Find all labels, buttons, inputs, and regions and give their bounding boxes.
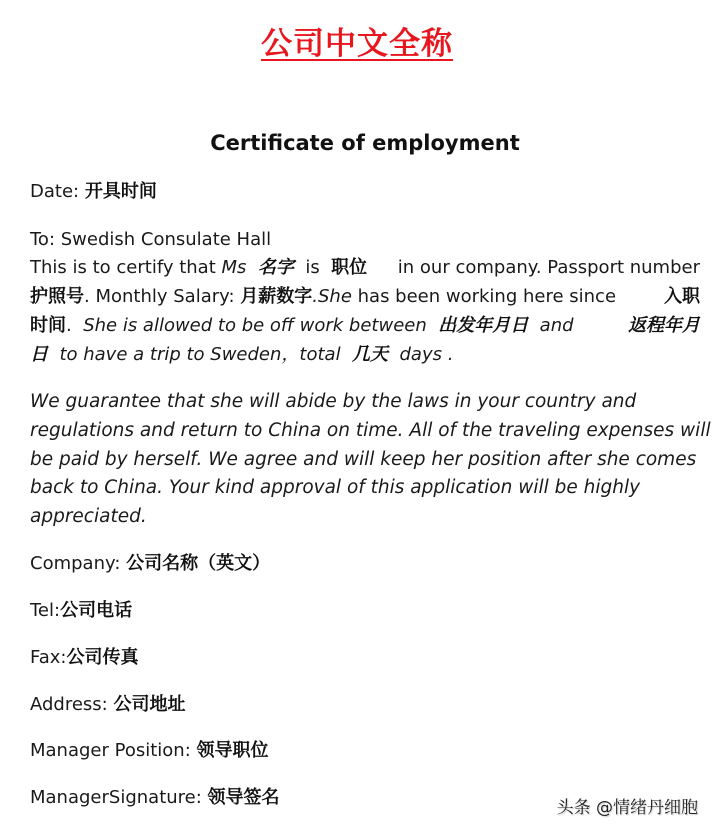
departure-date-placeholder: 出发年月日 [438, 315, 529, 336]
trip-days-placeholder: 几天 [352, 344, 389, 365]
document-heading: Certificate of employment [210, 131, 520, 155]
certify-row-4 [30, 340, 700, 369]
guarantee-paragraph [30, 388, 710, 532]
company-field [30, 549, 270, 578]
manager-position-value: 领导职位 [196, 740, 269, 761]
address-field [30, 690, 185, 719]
join-date-placeholder: 入职 [664, 286, 700, 307]
certify-text: to have a trip to Sweden，total [59, 344, 341, 365]
certify-text: is [305, 257, 320, 278]
certify-row-3 [30, 311, 700, 340]
passport-number-placeholder: 护照号 [30, 286, 84, 307]
certify-row-1 [30, 253, 700, 282]
monthly-salary-placeholder: 月薪数字 [240, 286, 313, 307]
certify-paragraph [30, 253, 700, 369]
fax-value: 公司传真 [66, 647, 139, 668]
company-name-cn: 公司中文全称 [261, 26, 453, 62]
address-label: Address: [30, 694, 108, 715]
watermark: 头条 @情绪丹细胞 [556, 798, 698, 818]
date-value: 开具时间 [84, 181, 157, 202]
certify-text: and [539, 315, 574, 336]
company-value: 公司名称（英文） [126, 553, 271, 574]
certify-row-3-left [30, 311, 574, 340]
company-label: Company: [30, 553, 121, 574]
manager-position-field [30, 736, 269, 765]
certify-text: . Monthly Salary: [84, 286, 235, 307]
certify-row-2 [30, 282, 700, 311]
date-label: Date: [30, 181, 80, 202]
guarantee-line: We guarantee that she will abide by the laws in your country and [30, 391, 637, 412]
tel-field [30, 596, 132, 625]
manager-signature-label: ManagerSignature: [30, 787, 202, 808]
certify-row-1-left [30, 253, 367, 282]
manager-signature-field [30, 783, 280, 812]
certify-text: She is allowed to be off work between [83, 315, 427, 336]
company-name-title [0, 22, 714, 66]
guarantee-line: regulations and return to China on time. All of the traveling expenses will [30, 419, 711, 441]
certify-row-2-left [30, 282, 616, 311]
fax-label: Fax: [30, 647, 67, 668]
join-date-placeholder: 时间 [30, 315, 66, 336]
return-date-placeholder: 返程年月 [628, 315, 700, 336]
recipient-line: To: Swedish Consulate Hall [30, 229, 272, 250]
employee-position-placeholder: 职位 [331, 257, 368, 278]
certify-text: in our company. Passport number [397, 257, 700, 278]
salutation: Ms [221, 257, 247, 278]
certify-text: . [66, 315, 72, 336]
guarantee-line: back to China. Your kind approval of this application will be highly [30, 477, 641, 499]
guarantee-line: be paid by herself. We agree and will keep her position after she comes [30, 448, 697, 470]
manager-position-label: Manager Position: [30, 740, 191, 761]
certify-text: has been working here since [351, 286, 617, 307]
certify-text: .She [312, 286, 352, 307]
return-date-placeholder: 日 [30, 344, 48, 365]
manager-signature-value: 领导签名 [207, 787, 280, 808]
employee-name-placeholder: 名字 [257, 257, 294, 278]
fax-field [30, 643, 138, 672]
tel-value: 公司电话 [60, 600, 133, 621]
guarantee-line: appreciated. [30, 506, 147, 528]
date-line [30, 177, 157, 206]
tel-label: Tel: [30, 600, 61, 621]
certify-text: days . [399, 344, 454, 365]
certify-text: This is to certify that [30, 257, 222, 278]
address-value: 公司地址 [113, 694, 186, 715]
